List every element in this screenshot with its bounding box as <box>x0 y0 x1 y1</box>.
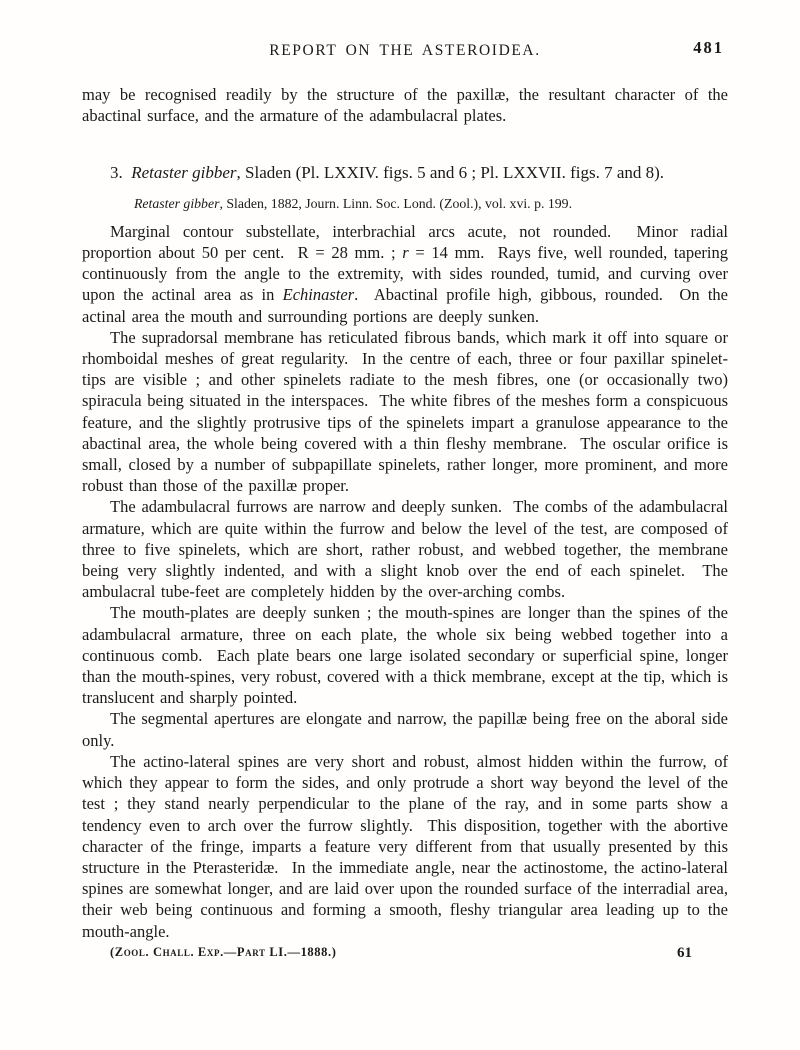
paragraph-supradorsal-membrane: The supradorsal membrane has reticulated fibrous bands, which mark it off into square or rhomboidal meshes of great regularity. In the centre of each, three or four paxillar spinelet-tips are visible ; and other spinelets radiate to the mesh fibres, one (or occasionally two) spiracula being situated in the interspaces. The white fibres of the meshes form a conspicuous feature, and the slightly protrusive tips of the spinelets impart a granulose appearance to the abactinal area, the whole being covered with a thin fleshy membrane. The oscular orifice is small, closed by a number of subpapillate spinelets, rather longer, more prominent, and more robust than those of the paxillæ proper. <box>82 327 734 496</box>
species-heading: 3. Retaster gibber, Sladen (Pl. LXXIV. figs. 5 and 6 ; Pl. LXXVII. figs. 7 and 8). <box>110 163 665 183</box>
page-footer <box>82 945 728 962</box>
page-header <box>82 0 728 64</box>
paragraph-actino-lateral-spines: The actino-lateral spines are very short and robust, almost hidden within the furrow, of which they appear to form the sides, and only protrude a short way beyond the level of the test ; they stand nearly perpendicular to the plane of the ray, and in some parts show a tendency even to arch over the furrow slightly. This disposition, together with the abortive character of the fringe, imparts a feature very different from that usually presented by this structure in the Pterasteridæ. In the immediate angle, near the actinostome, the actino-lateral spines are somewhat longer, and are laid over upon the rounded surface of the interradial area, their web being continuous and forming a smooth, fleshy triangular area leading up to the mouth-angle. <box>82 751 734 941</box>
citation-line: Retaster gibber, Sladen, 1882, Journ. Linn. Soc. Lond. (Zool.), vol. xvi. p. 199. <box>134 195 573 211</box>
paragraph-mouth-plates: The mouth-plates are deeply sunken ; the mouth-spines are longer than the spines of the adambulacral armature, three on each plate, the whole six being webbed together into a continuous comb. Each plate bears one large isolated secondary or superficial spine, longer than the mouth-spines, very robust, covered with a thick membrane, except at the tip, which is translucent and sharply pointed. <box>82 603 734 708</box>
intro-paragraph: may be recognised readily by the structure of the paxillæ, the resultant character of the abactinal surface, and the armature of the adambulacral plates. <box>82 85 734 126</box>
page-number: 481 <box>693 38 724 57</box>
paragraph-segmental-apertures: The segmental apertures are elongate and narrow, the papillæ being free on the aboral side only. <box>82 709 734 750</box>
imprint-note: (Zool. Chall. Exp.—Part LI.—1888.) <box>110 944 337 959</box>
signature-number: 61 <box>677 944 692 961</box>
running-title: REPORT ON THE ASTEROIDEA. <box>269 42 541 59</box>
paragraph-marginal-contour: Marginal contour substellate, interbrachial arcs acute, not rounded. Minor radial proportion about 50 per cent. R = 28 mm. ; r = 14 mm. Rays five, well rounded, tapering continuously from the angle to the extremity, with sides rounded, tumid, and curving over upon the actinal area as in Echinaster. Abactinal profile high, gibbous, rounded. On the actinal area the mouth and surrounding portions are deeply sunken. <box>82 221 734 326</box>
paragraph-adambulacral-furrows: The adambulacral furrows are narrow and deeply sunken. The combs of the adambulacral armature, which are quite within the furrow and below the level of the test, are composed of three to five spinelets, which are short, rather robust, and webbed together, the membrane being very slightly indented, and with a slight knob over the end of each spinelet. The ambulacral tube-feet are completely hidden by the over-arching combs. <box>82 497 734 602</box>
